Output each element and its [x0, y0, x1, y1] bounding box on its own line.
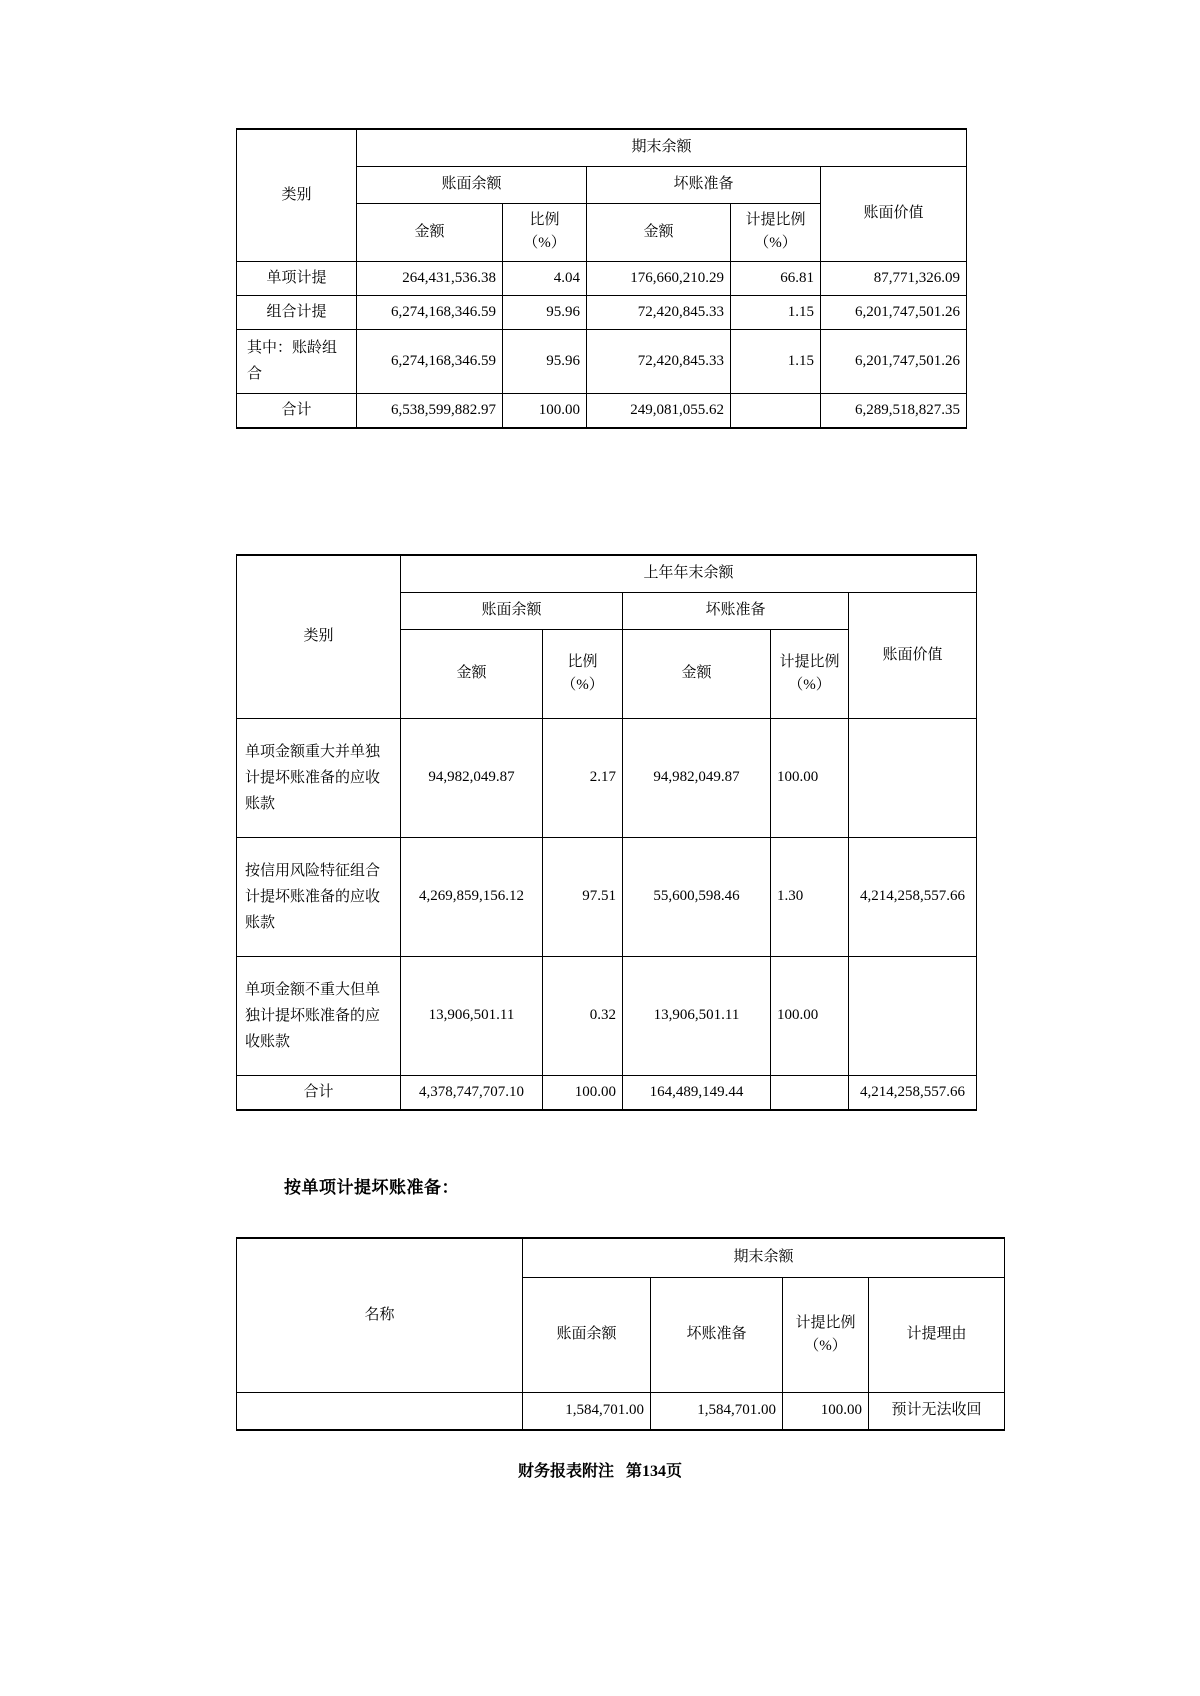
group-header-prior-year-end: 上年年末余额: [401, 555, 977, 593]
table-row: [237, 295, 967, 329]
cell-category: 组合计提: [237, 295, 357, 329]
col-provision-ratio-unit: （%）: [804, 1338, 847, 1354]
table-prior-year-end-balance-wrapper: [236, 554, 976, 1111]
cell-provision-ratio: 1.15: [731, 330, 821, 394]
table-period-end-balance-wrapper: [236, 128, 961, 429]
col-ratio-label: 比例: [529, 212, 560, 228]
col-book-value-header: 账面价值: [849, 593, 977, 719]
col-reason-header: 计提理由: [869, 1278, 1005, 1393]
footer-page-prefix: 第: [625, 1463, 642, 1480]
cell-book-balance: 1,584,701.00: [523, 1393, 651, 1431]
cell-ratio: 2.17: [543, 719, 623, 838]
cell-provision-ratio: [771, 1076, 849, 1111]
col-book-balance-header: 账面余额: [357, 167, 587, 204]
table-individual-provision-wrapper: [236, 1237, 1004, 1431]
cell-book-value: [849, 719, 977, 838]
table-row: [237, 957, 977, 1076]
table-row: [237, 261, 967, 295]
cell-bad-debt: 13,906,501.11: [623, 957, 771, 1076]
cell-book-value: 6,289,518,827.35: [821, 393, 967, 428]
cell-name: [237, 1393, 523, 1431]
cell-reason: 预计无法收回: [869, 1393, 1005, 1431]
cell-book-balance: 6,274,168,346.59: [357, 330, 503, 394]
cell-ratio: 95.96: [503, 295, 587, 329]
cell-book-balance: 264,431,536.38: [357, 261, 503, 295]
cell-category: 合计: [237, 393, 357, 428]
table-row-total: [237, 1076, 977, 1111]
col-ratio-label: 比例: [567, 653, 598, 670]
col-book-balance-header: 账面余额: [523, 1278, 651, 1393]
col-amount2-header: 金额: [587, 204, 731, 262]
cell-category: 单项计提: [237, 261, 357, 295]
cell-book-balance: 6,274,168,346.59: [357, 295, 503, 329]
cell-provision-ratio: 66.81: [731, 261, 821, 295]
col-ratio-unit: （%）: [561, 677, 604, 693]
col-bad-debt-header: 坏账准备: [587, 167, 821, 204]
cell-provision-ratio: [731, 393, 821, 428]
cell-category: 合计: [237, 1076, 401, 1111]
page-footer: [0, 1458, 1200, 1481]
col-provision-ratio-label: 计提比例: [779, 653, 840, 670]
cell-book-value: 4,214,258,557.66: [849, 1076, 977, 1111]
col-ratio-header: [503, 204, 587, 262]
table-row: [237, 555, 977, 593]
cell-provision-ratio: 100.00: [771, 957, 849, 1076]
cell-book-balance: 94,982,049.87: [401, 719, 543, 838]
cell-bad-debt: 249,081,055.62: [587, 393, 731, 428]
cell-ratio: 97.51: [543, 838, 623, 957]
col-provision-ratio-unit: （%）: [788, 677, 831, 693]
col-provision-ratio-header: [783, 1278, 869, 1393]
col-amount-header: 金额: [401, 630, 543, 719]
col-ratio-unit: （%）: [523, 235, 566, 252]
cell-provision-ratio: 1.15: [731, 295, 821, 329]
cell-book-balance: 13,906,501.11: [401, 957, 543, 1076]
col-category-header: 类别: [237, 555, 401, 719]
cell-book-value: 4,214,258,557.66: [849, 838, 977, 957]
table-individual-provision: [236, 1237, 1005, 1431]
cell-ratio: 4.04: [503, 261, 587, 295]
table-row: [237, 838, 977, 957]
cell-book-balance: 6,538,599,882.97: [357, 393, 503, 428]
col-book-value-header: 账面价值: [821, 167, 967, 262]
cell-bad-debt: 176,660,210.29: [587, 261, 731, 295]
col-bad-debt-header: 坏账准备: [651, 1278, 783, 1393]
col-provision-ratio-label: 计提比例: [795, 1314, 856, 1331]
table-row: [237, 719, 977, 838]
col-provision-ratio-unit: （%）: [754, 235, 797, 252]
col-name-header: 名称: [237, 1238, 523, 1393]
table-row-total: [237, 393, 967, 428]
footer-label: 财务报表附注: [517, 1463, 614, 1480]
section-heading-individual-provision: 按单项计提坏账准备：: [284, 1178, 459, 1197]
cell-ratio: 100.00: [503, 393, 587, 428]
col-book-balance-header: 账面余额: [401, 593, 623, 630]
cell-ratio: 100.00: [543, 1076, 623, 1111]
col-amount2-header: 金额: [623, 630, 771, 719]
cell-bad-debt: 1,584,701.00: [651, 1393, 783, 1431]
cell-bad-debt: 72,420,845.33: [587, 295, 731, 329]
cell-category: 其中：账龄组合: [237, 330, 357, 394]
cell-provision-ratio: 1.30: [771, 838, 849, 957]
table-row: [237, 129, 967, 167]
col-category-header: 类别: [237, 129, 357, 261]
group-header-period-end: 期末余额: [357, 129, 967, 167]
table-row: [237, 330, 967, 394]
cell-book-balance: 4,378,747,707.10: [401, 1076, 543, 1111]
col-amount-header: 金额: [357, 204, 503, 262]
footer-page-suffix: 页: [666, 1463, 683, 1480]
cell-bad-debt: 72,420,845.33: [587, 330, 731, 394]
cell-bad-debt: 164,489,149.44: [623, 1076, 771, 1111]
cell-book-value: 87,771,326.09: [821, 261, 967, 295]
cell-category: 按信用风险特征组合计提坏账准备的应收账款: [237, 838, 401, 957]
cell-bad-debt: 55,600,598.46: [623, 838, 771, 957]
col-provision-ratio-header: [771, 630, 849, 719]
col-provision-ratio-header: [731, 204, 821, 262]
col-provision-ratio-label: 计提比例: [745, 212, 806, 228]
cell-provision-ratio: 100.00: [771, 719, 849, 838]
cell-book-value: [849, 957, 977, 1076]
table-row: [237, 1238, 1005, 1278]
cell-ratio: 0.32: [543, 957, 623, 1076]
table-prior-year-end-balance: [236, 554, 977, 1111]
cell-category: 单项金额不重大但单独计提坏账准备的应收账款: [237, 957, 401, 1076]
col-ratio-header: [543, 630, 623, 719]
cell-ratio: 95.96: [503, 330, 587, 394]
cell-book-balance: 4,269,859,156.12: [401, 838, 543, 957]
cell-provision-ratio: 100.00: [783, 1393, 869, 1431]
footer-page-number: 134: [642, 1463, 666, 1480]
cell-bad-debt: 94,982,049.87: [623, 719, 771, 838]
cell-category: 单项金额重大并单独计提坏账准备的应收账款: [237, 719, 401, 838]
cell-book-value: 6,201,747,501.26: [821, 330, 967, 394]
table-row: [237, 1393, 1005, 1431]
cell-book-value: 6,201,747,501.26: [821, 295, 967, 329]
group-header-period-end: 期末余额: [523, 1238, 1005, 1278]
table-period-end-balance: [236, 128, 967, 429]
col-bad-debt-header: 坏账准备: [623, 593, 849, 630]
